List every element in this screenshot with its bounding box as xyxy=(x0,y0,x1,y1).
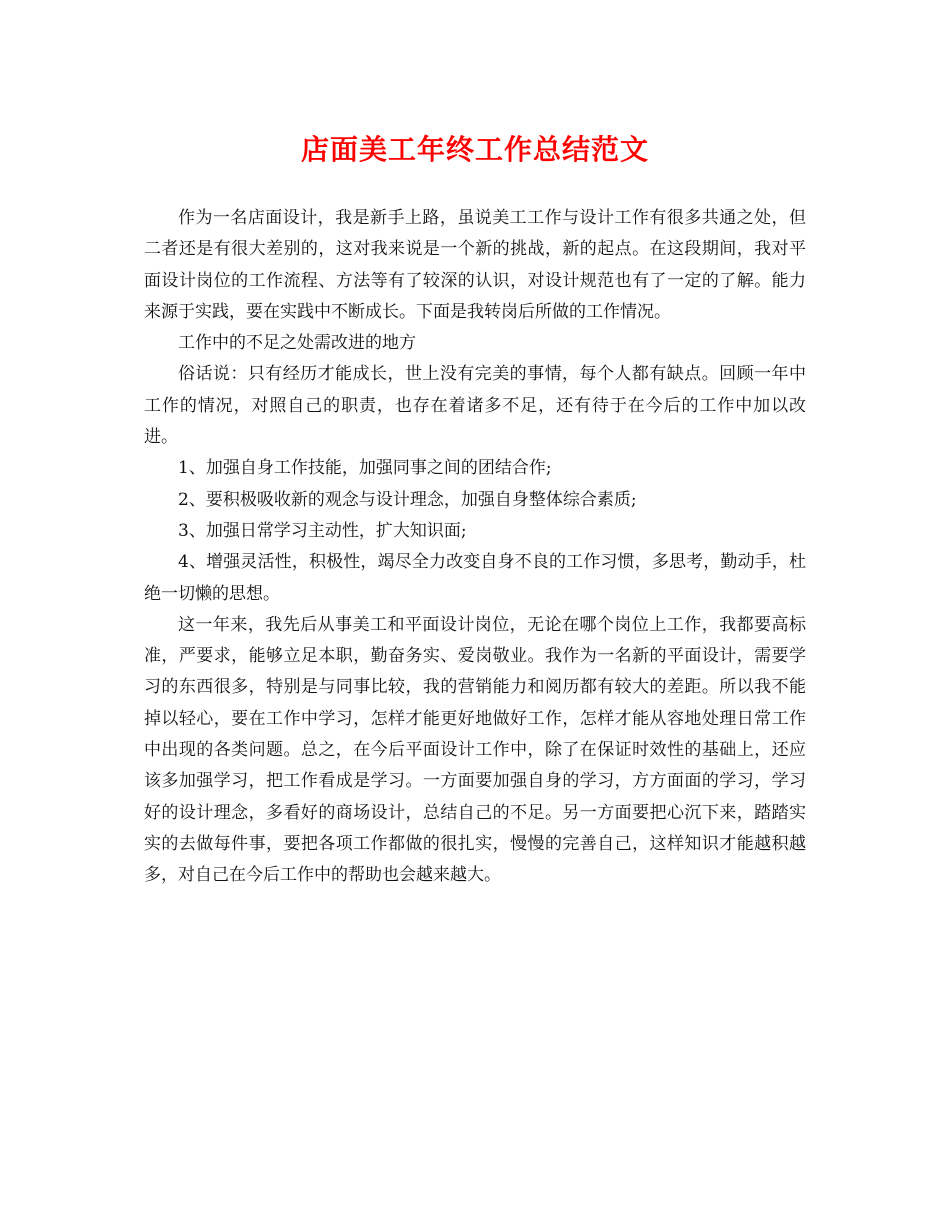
list-item-1: 1、加强自身工作技能，加强同事之间的团结合作; xyxy=(178,458,552,479)
paragraph-summary: 这一年来，我先后从事美工和平面设计岗位，无论在哪个岗位上工作，我都要高标准，严要求，能够立足本职，勤奋务实、爱岗敬业。我作为一名新的平面设计，需要学习的东西很多，特别是与同事比较，我的营销能力和阅历都有较大的差距。所以我不能掉以轻心，要在工作中学习，怎样才能更好地做好工作，怎样才能从容地处理日常工作中出现的各类问题。总之，在今后平面设计工作中，除了在保证时效性的基础上，还应该多加强学习，把工作看成是学习。一方面要加强自身的学习，方方面面的学习，学习好的设计理念，多看好的商场设计，总结自己的不足。另一方面要把心沉下来，踏踏实实的去做每件事，要把各项工作都做的很扎实，慢慢的完善自己，这样知识才能越积越多，对自己在今后工作中的帮助也会越来越大。 xyxy=(144,614,806,886)
paragraph-shortcomings: 俗话说：只有经历才能成长，世上没有完美的事情，每个人都有缺点。回顾一年中工作的情况，对照自己的职责，也存在着诸多不足，还有待于在今后的工作中加以改进。 xyxy=(144,364,806,448)
document-title: 店面美工年终工作总结范文 xyxy=(300,133,649,166)
list-item-4: 4、增强灵活性，积极性，竭尽全力改变自身不良的工作习惯，多思考，勤动手，杜绝一切懒的思想。 xyxy=(144,552,806,604)
paragraph-intro: 作为一名店面设计，我是新手上路，虽说美工工作与设计工作有很多共通之处，但二者还是有很大差别的，这对我来说是一个新的挑战，新的起点。在这段期间，我对平面设计岗位的工作流程、方法等有了较深的认识，对设计规范也有了一定的了解。能力来源于实践，要在实践中不断成长。下面是我转岗后所做的工作情况。 xyxy=(144,208,806,322)
list-item-2: 2、要积极吸收新的观念与设计理念，加强自身整体综合素质; xyxy=(178,489,637,510)
section-heading-shortcomings: 工作中的不足之处需改进的地方 xyxy=(178,333,416,354)
list-item-3: 3、加强日常学习主动性，扩大知识面; xyxy=(178,520,467,541)
document-body xyxy=(144,203,806,892)
